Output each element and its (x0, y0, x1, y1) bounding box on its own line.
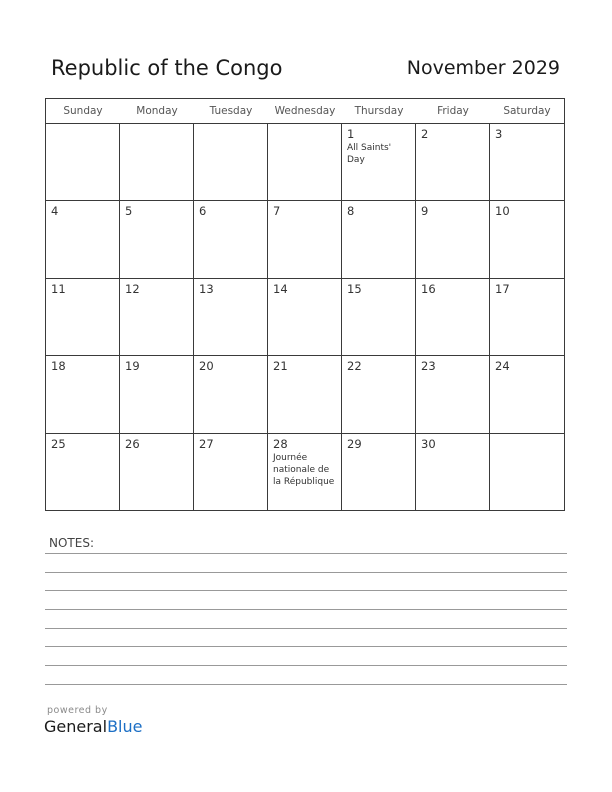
day-cell[interactable] (120, 279, 194, 356)
day-number: 19 (125, 359, 140, 374)
day-number: 28 (273, 436, 288, 451)
day-cell[interactable] (46, 356, 120, 433)
day-cell[interactable] (194, 356, 268, 433)
day-cell[interactable] (194, 279, 268, 356)
day-cell[interactable] (268, 201, 342, 278)
note-line (45, 609, 567, 610)
day-cell[interactable] (46, 279, 120, 356)
country-title: Republic of the Congo (51, 56, 283, 80)
day-number: 6 (199, 204, 207, 219)
calendar-body (46, 124, 564, 511)
day-number: 12 (125, 281, 140, 296)
day-cell[interactable] (46, 201, 120, 278)
day-cell[interactable] (120, 124, 194, 201)
day-cell[interactable] (490, 124, 564, 201)
day-cell[interactable] (416, 201, 490, 278)
weekday-tuesday: Tuesday (209, 105, 253, 117)
weekday-friday: Friday (437, 105, 469, 117)
brand-general: General (44, 717, 108, 736)
day-cell[interactable] (194, 201, 268, 278)
day-number: 7 (273, 204, 281, 219)
day-number: 10 (495, 204, 510, 219)
day-cell[interactable] (120, 434, 194, 511)
day-number: 15 (347, 281, 362, 296)
day-cell[interactable] (268, 279, 342, 356)
day-cell[interactable] (342, 201, 416, 278)
day-cell[interactable] (416, 356, 490, 433)
day-cell[interactable] (46, 124, 120, 201)
generalblue-logo[interactable] (44, 717, 142, 736)
holiday-label: Journée nationale de la République (273, 452, 335, 487)
day-number: 22 (347, 359, 362, 374)
day-cell[interactable] (490, 434, 564, 511)
weekday-thursday: Thursday (354, 105, 404, 117)
holiday-label: All Saints' Day (347, 143, 392, 165)
day-number: 29 (347, 436, 362, 451)
day-cell[interactable] (342, 434, 416, 511)
day-cell[interactable] (416, 124, 490, 201)
day-number: 25 (51, 436, 66, 451)
day-cell[interactable] (490, 279, 564, 356)
brand-blue: Blue (107, 717, 143, 736)
day-cell[interactable] (194, 124, 268, 201)
note-line (45, 590, 567, 591)
day-number: 5 (125, 204, 133, 219)
day-number: 8 (347, 204, 355, 219)
day-number: 16 (421, 281, 436, 296)
day-number: 18 (51, 359, 66, 374)
day-number: 4 (51, 204, 59, 219)
day-number: 14 (273, 281, 288, 296)
powered-by-text: powered by (47, 705, 108, 716)
day-number: 20 (199, 359, 214, 374)
weekday-sunday: Sunday (63, 105, 103, 117)
day-cell[interactable] (268, 124, 342, 201)
day-cell[interactable] (490, 201, 564, 278)
notes-label: NOTES: (49, 536, 94, 550)
day-number: 24 (495, 359, 510, 374)
day-number: 21 (273, 359, 288, 374)
weekday-saturday: Saturday (503, 105, 551, 117)
day-number: 2 (421, 127, 429, 141)
weekday-header (46, 99, 564, 124)
note-line (45, 628, 567, 629)
note-line (45, 572, 567, 573)
day-number: 9 (421, 204, 429, 219)
weekday-wednesday: Wednesday (274, 105, 336, 117)
day-cell[interactable] (46, 434, 120, 511)
day-number: 23 (421, 359, 436, 374)
weekday-monday: Monday (136, 105, 178, 117)
day-cell[interactable] (342, 356, 416, 433)
day-cell[interactable] (120, 201, 194, 278)
note-line (45, 646, 567, 647)
day-cell[interactable] (268, 356, 342, 433)
day-number: 26 (125, 436, 140, 451)
calendar-grid (45, 98, 565, 511)
note-line (45, 553, 567, 554)
day-number: 11 (51, 281, 66, 296)
day-number: 3 (495, 127, 503, 141)
note-line (45, 684, 567, 685)
day-number: 1 (347, 127, 355, 141)
day-cell[interactable] (490, 356, 564, 433)
day-number: 17 (495, 281, 510, 296)
day-cell[interactable] (342, 279, 416, 356)
day-cell[interactable] (120, 356, 194, 433)
day-cell[interactable] (342, 124, 416, 201)
note-line (45, 665, 567, 666)
day-cell[interactable] (416, 279, 490, 356)
day-number: 30 (421, 436, 436, 451)
day-number: 27 (199, 436, 214, 451)
day-cell[interactable] (268, 434, 342, 511)
day-cell[interactable] (416, 434, 490, 511)
month-title: November 2029 (406, 57, 560, 79)
day-cell[interactable] (194, 434, 268, 511)
day-number: 13 (199, 281, 214, 296)
